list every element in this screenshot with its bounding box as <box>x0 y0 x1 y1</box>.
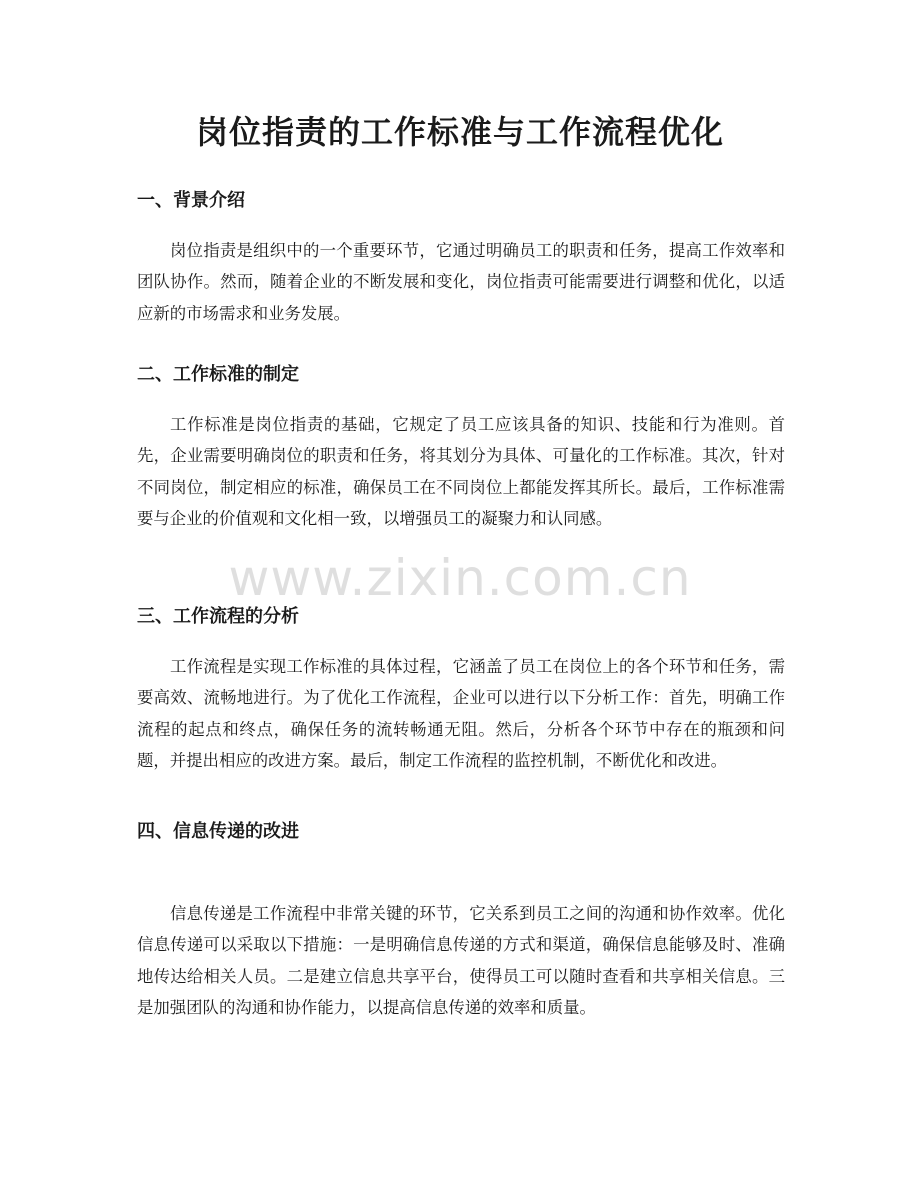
watermark: www.zixin.com.cn <box>228 549 692 607</box>
section-heading-background: 一、背景介绍 <box>137 190 245 211</box>
section-body-work-standards: 工作标准是岗位指责的基础，它规定了员工应该具备的知识、技能和行为准则。首先，企业需要明确岗位的职责和任务，将其划分为具体、可量化的工作标准。其次，针对不同岗位，制定相应的标准，确保员工在不同岗位上都能发挥其所长。最后，工作标准需要与企业的价值观和文化相一致，以增强员工的凝聚力和认同感。 <box>137 415 785 529</box>
section-heading-information-transfer: 四、信息传递的改进 <box>137 821 299 842</box>
section-heading-workflow-analysis: 三、工作流程的分析 <box>137 606 299 627</box>
section-body-workflow-analysis: 工作流程是实现工作标准的具体过程，它涵盖了员工在岗位上的各个环节和任务，需要高效、流畅地进行。为了优化工作流程，企业可以进行以下分析工作：首先，明确工作流程的起点和终点，确保任务的流转畅通无阻。然后，分析各个环节中存在的瓶颈和问题，并提出相应的改进方案。最后，制定工作流程的监控机制，不断优化和改进。 <box>137 657 785 771</box>
section-body-background: 岗位指责是组织中的一个重要环节，它通过明确员工的职责和任务，提高工作效率和团队协作。然而，随着企业的不断发展和变化，岗位指责可能需要进行调整和优化，以适应新的市场需求和业务发展。 <box>137 241 785 323</box>
section-heading-work-standards: 二、工作标准的制定 <box>137 364 299 385</box>
document-title: 岗位指责的工作标准与工作流程优化 <box>195 113 724 151</box>
section-body-information-transfer: 信息传递是工作流程中非常关键的环节，它关系到员工之间的沟通和协作效率。优化信息传递可以采取以下措施：一是明确信息传递的方式和渠道，确保信息能够及时、准确地传达给相关人员。二是建立信息共享平台，使得员工可以随时查看和共享相关信息。三是加强团队的沟通和协作能力，以提高信息传递的效率和质量。 <box>137 904 785 1018</box>
